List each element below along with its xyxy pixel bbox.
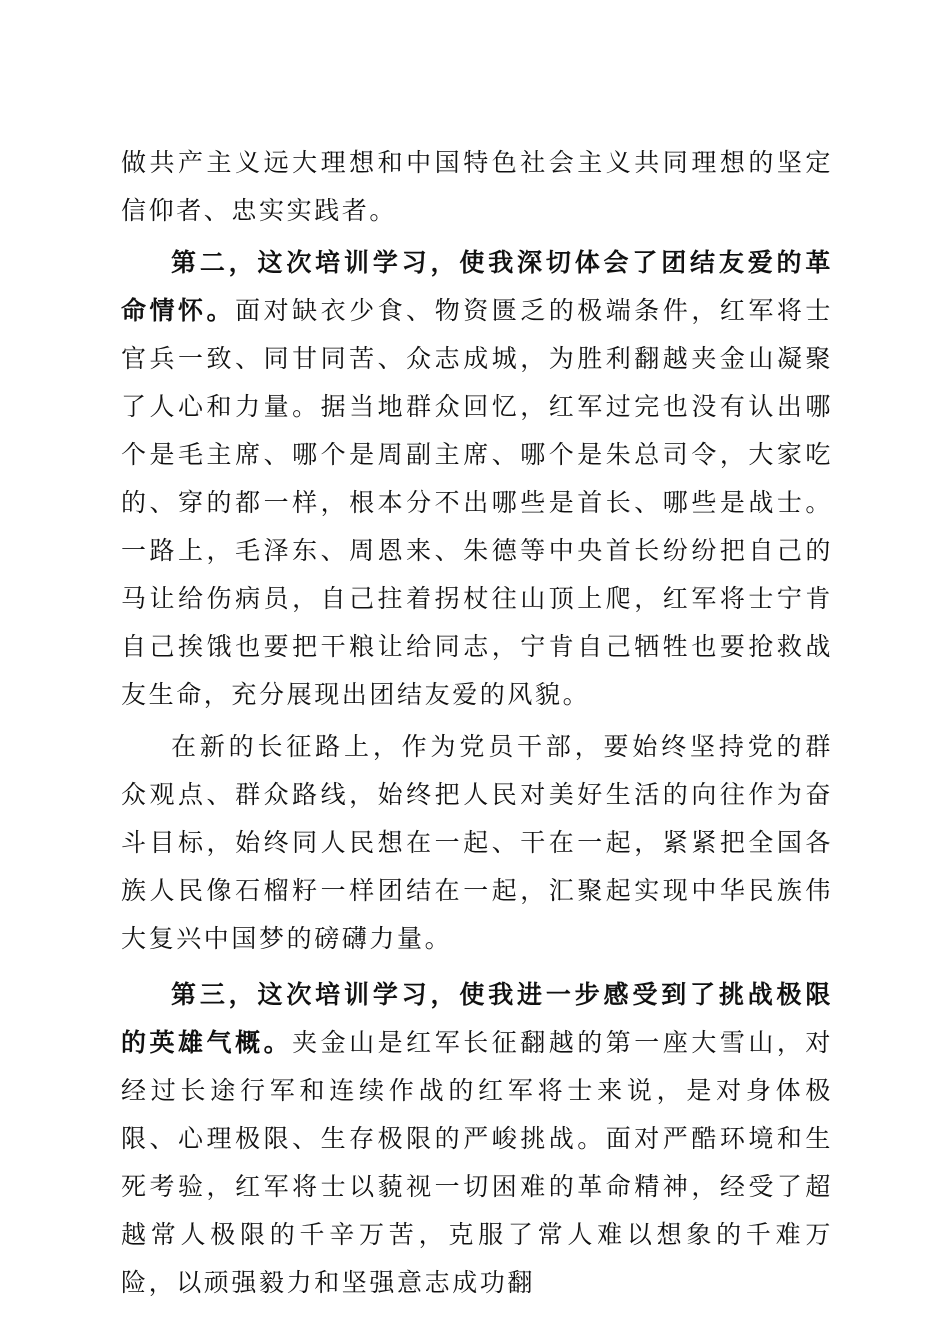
- paragraph-3-text: 在新的长征路上，作为党员干部，要始终坚持党的群众观点、群众路线，始终把人民对美好生活的向往作为奋斗目标，始终同人民想在一起、干在一起，紧紧把全国各族人民像石榴籽一样团结在一起，汇聚起实现中华民族伟大复兴中国梦的磅礴力量。: [121, 732, 833, 953]
- document-body: [121, 139, 833, 1307]
- section-3-heading: 第三，这次培训学习，使我进一步感受到了挑战极限的英雄气概。: [121, 980, 833, 1057]
- section-2-heading: 第二，这次培训学习，使我深切体会了团结友爱的革命情怀。: [121, 248, 833, 325]
- paragraph-4-text: 夹金山是红军长征翻越的第一座大雪山，对经过长途行军和连续作战的红军将士来说，是对身体极限、心理极限、生存极限的严峻挑战。面对严酷环境和生死考验，红军将士以藐视一切困难的革命精神，经受了超越常人极限的千辛万苦，克服了常人难以想象的千难万险，以顽强毅力和坚强意志成功翻: [121, 1028, 833, 1297]
- paragraph-3: [121, 723, 833, 963]
- paragraph-4: [121, 971, 833, 1307]
- paragraph-2: [121, 239, 833, 719]
- paragraph-1: [121, 139, 833, 235]
- paragraph-1-text: 做共产主义远大理想和中国特色社会主义共同理想的坚定信仰者、忠实实践者。: [121, 148, 833, 225]
- paragraph-2-text: 面对缺衣少食、物资匮乏的极端条件，红军将士官兵一致、同甘同苦、众志成城，为胜利翻越夹金山凝聚了人心和力量。据当地群众回忆，红军过完也没有认出哪个是毛主席、哪个是周副主席、哪个是朱总司令，大家吃的、穿的都一样，根本分不出哪些是首长、哪些是战士。一路上，毛泽东、周恩来、朱德等中央首长纷纷把自己的马让给伤病员，自己拄着拐杖往山顶上爬，红军将士宁肯自己挨饿也要把干粮让给同志，宁肯自己牺牲也要抢救战友生命，充分展现出团结友爱的风貌。: [121, 296, 834, 709]
